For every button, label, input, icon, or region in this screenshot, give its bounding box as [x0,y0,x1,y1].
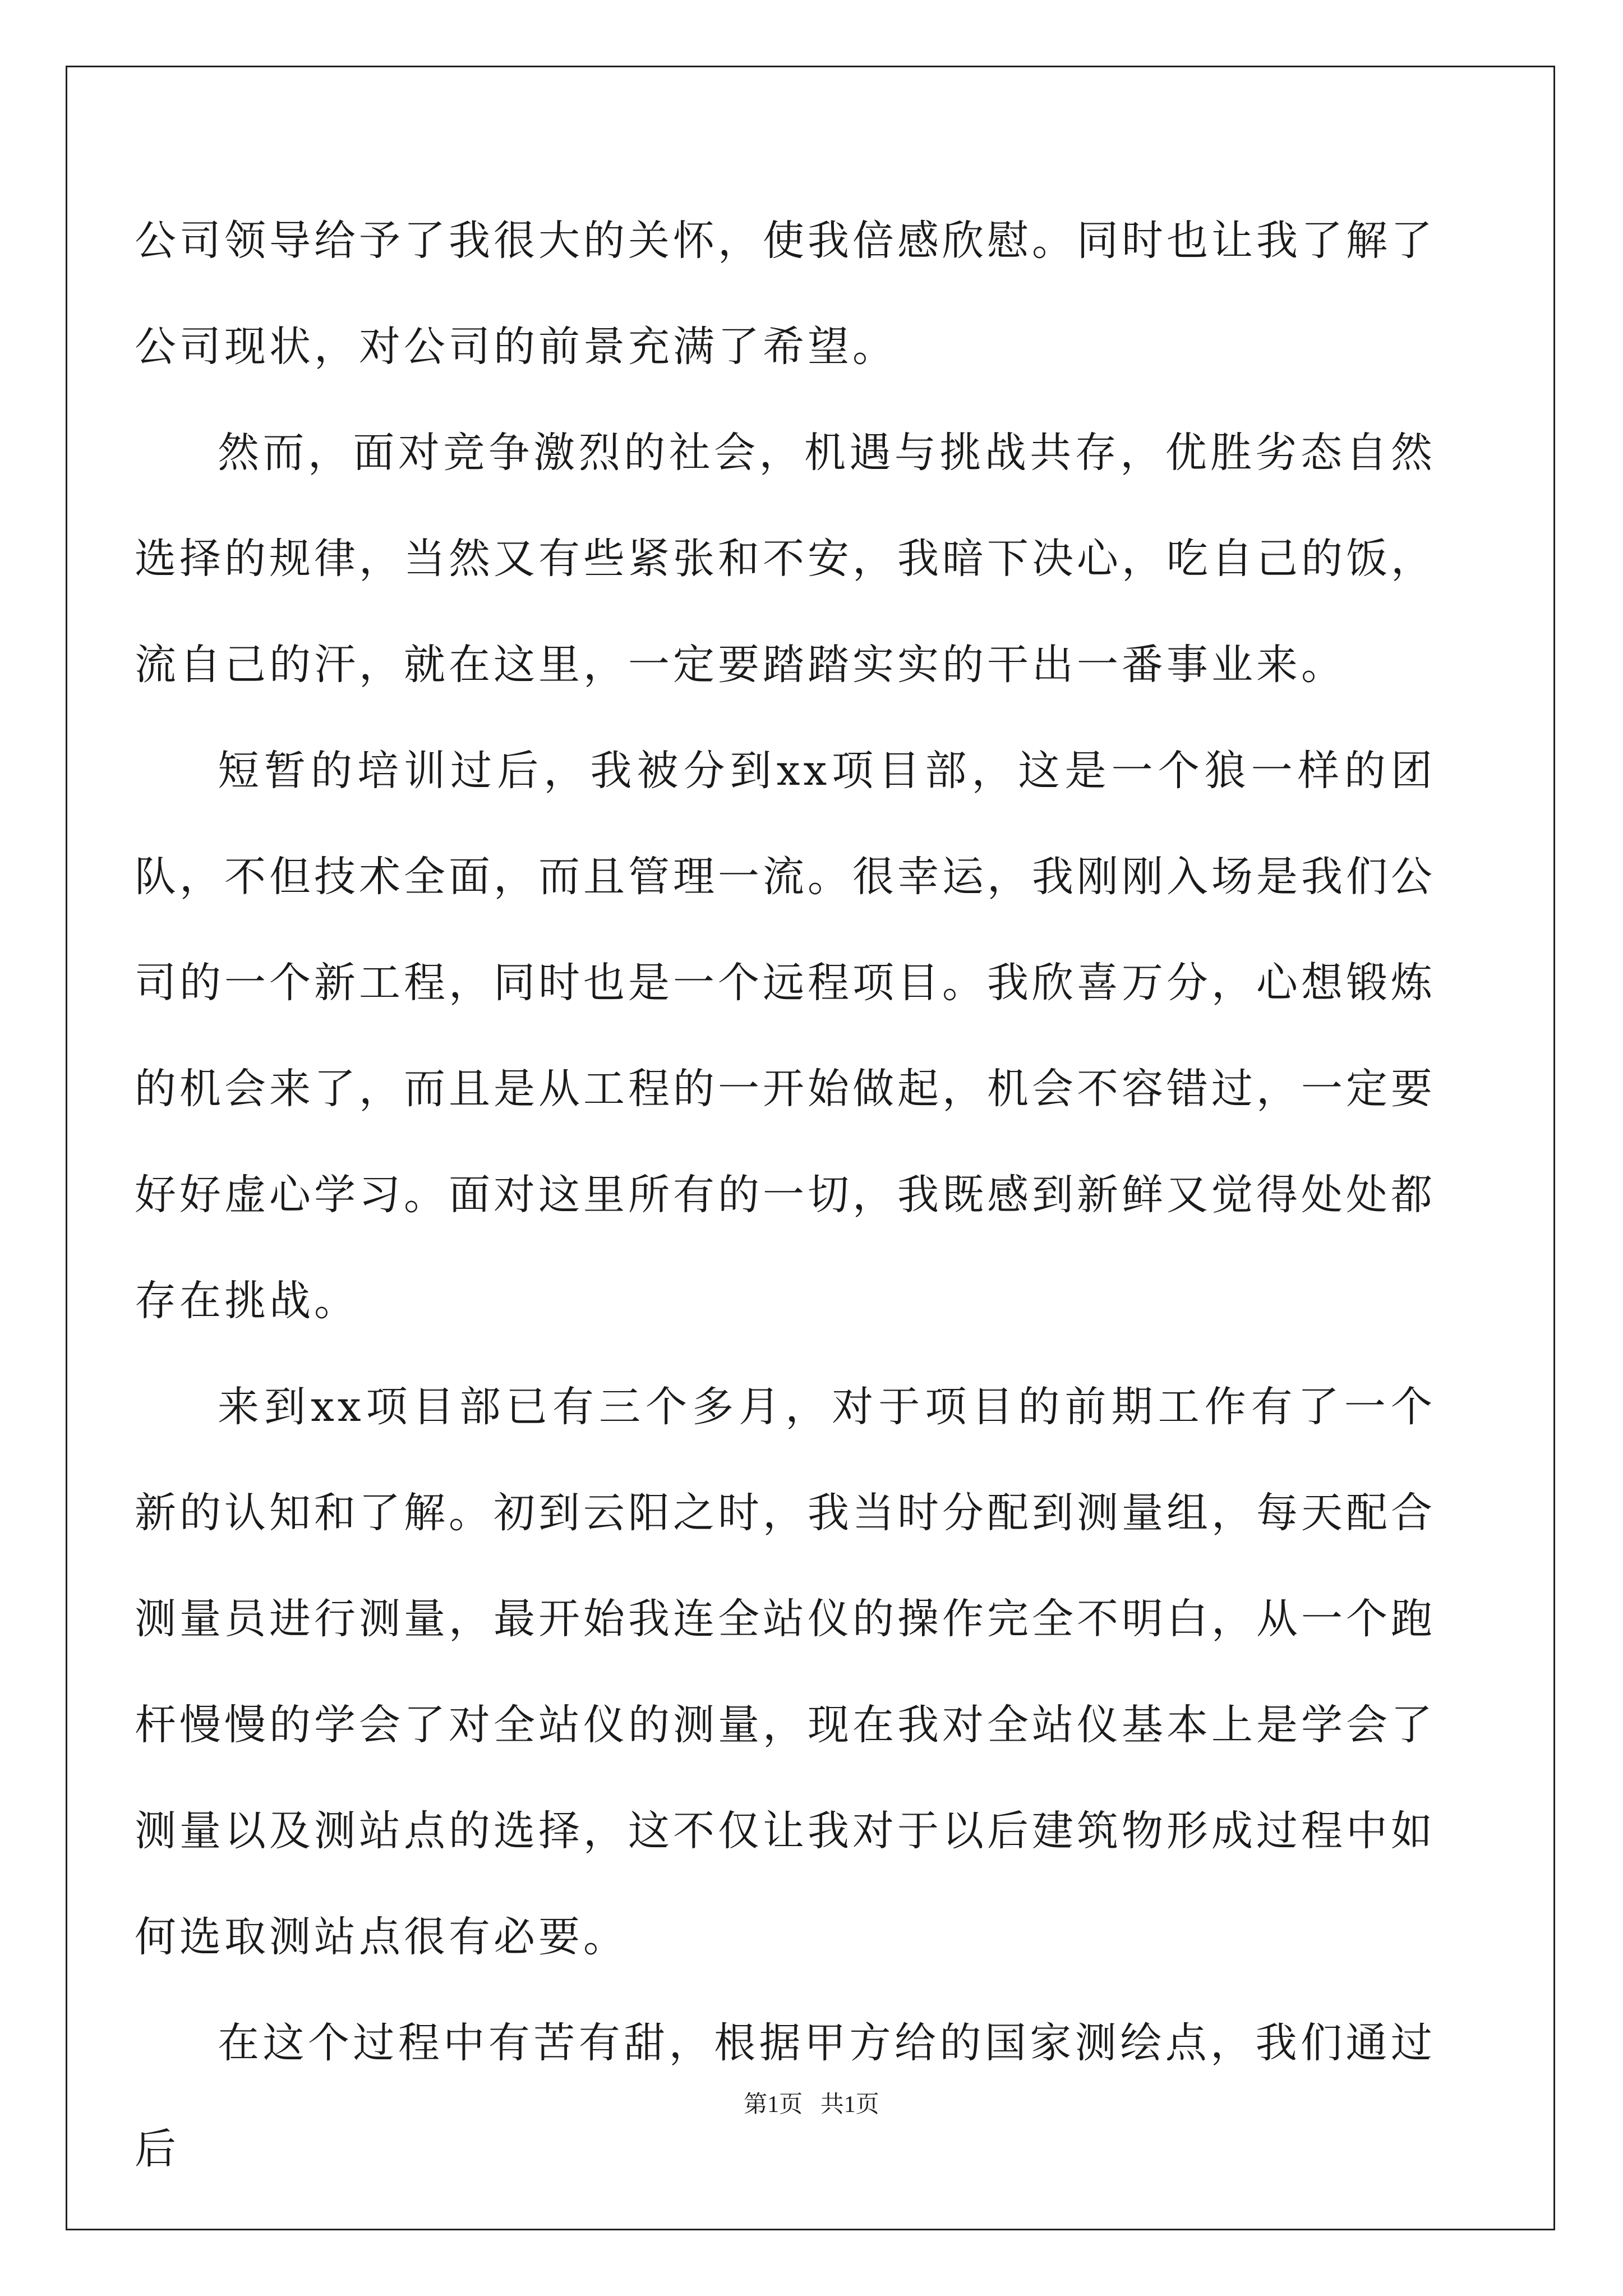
paragraph-1: 公司领导给予了我很大的关怀，使我倍感欣慰。同时也让我了解了公司现状，对公司的前景充满了希望。 [135,217,1436,371]
paragraph-4: 来到xx项目部已有三个多月，对于项目的前期工作有了一个新的认知和了解。初到云阳之时，我当时分配到测量组，每天配合测量员进行测量，最开始我连全站仪的操作完全不明白，从一个跑杆慢慢的学会了对全站仪的测量，现在我对全站仪基本上是学会了测量以及测站点的选择，这不仅让我对于以后建筑物形成过程中如何选取测站点很有必要。 [135,1383,1436,1961]
page-number-footer: 第1页 共1页 [744,2092,879,2118]
paragraph-2: 然而，面对竞争激烈的社会，机遇与挑战共存，优胜劣态自然选择的规律，当然又有些紧张和不安，我暗下决心，吃自己的饭，流自己的汗，就在这里，一定要踏踏实实的干出一番事业来。 [135,429,1436,689]
paragraph-5: 在这个过程中有苦有甜，根据甲方给的国家测绘点，我们通过后 [135,2019,1436,2173]
document-body [135,188,1436,2202]
paragraph-3: 短暂的培训过后，我被分到xx项目部，这是一个狼一样的团队，不但技术全面，而且管理一流。很幸运，我刚刚入场是我们公司的一个新工程，同时也是一个远程项目。我欣喜万分，心想锻炼的机会来了，而且是从工程的一开始做起，机会不容错过，一定要好好虚心学习。面对这里所有的一切，我既感到新鲜又觉得处处都存在挑战。 [135,747,1436,1325]
